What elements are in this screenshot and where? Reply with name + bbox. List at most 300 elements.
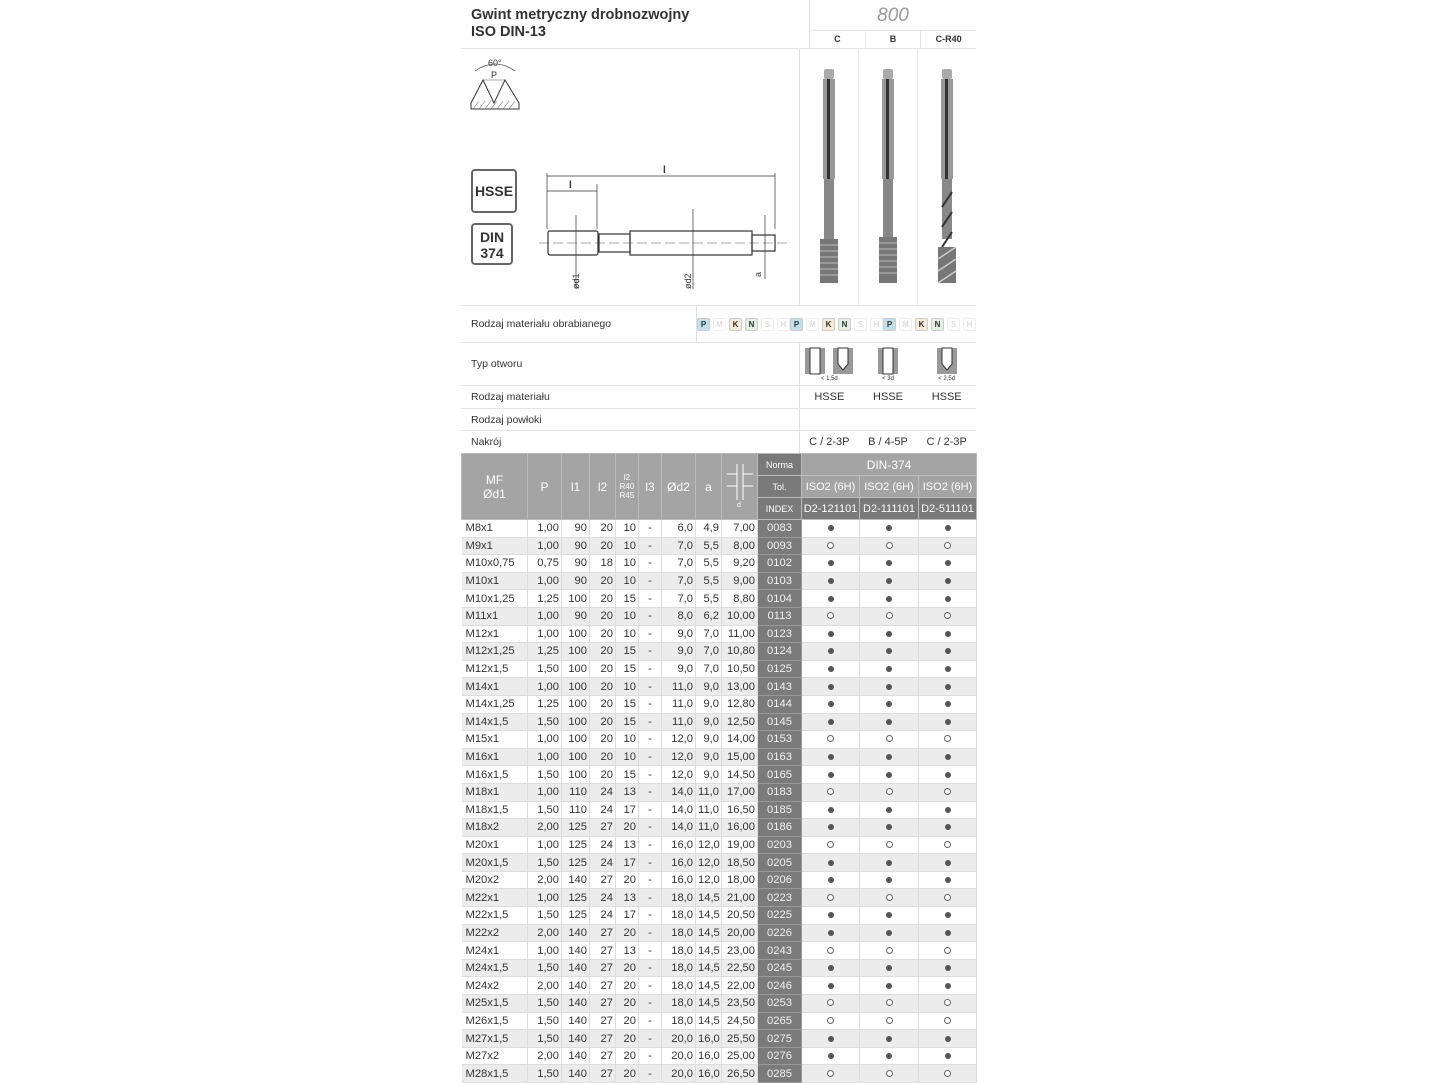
cell-p: 1,50 xyxy=(528,1030,562,1048)
cell-l1: 90 xyxy=(562,555,590,573)
tool-material-c: HSSE xyxy=(814,391,845,403)
in-stock-dot-icon xyxy=(945,965,951,971)
table-row xyxy=(462,678,977,696)
cell-index: 0163 xyxy=(758,748,802,766)
cell-l2: 27 xyxy=(590,871,616,889)
tool-material-c-r40: HSSE xyxy=(931,391,962,403)
availability-cell xyxy=(919,713,977,731)
availability-cell xyxy=(860,942,919,960)
in-stock-dot-icon xyxy=(945,525,951,531)
in-stock-dot-icon xyxy=(945,666,951,672)
cell-l3: - xyxy=(639,836,662,854)
in-stock-dot-icon xyxy=(945,983,951,989)
cell-l2r: 10 xyxy=(616,607,639,625)
table-body xyxy=(462,520,977,1083)
tol-c-r40: ISO2 (6H) xyxy=(919,476,977,498)
availability-cell xyxy=(860,625,919,643)
cell-d2: 18,0 xyxy=(662,942,696,960)
cell-l2: 27 xyxy=(590,1065,616,1083)
in-stock-dot-icon xyxy=(945,560,951,566)
in-stock-dot-icon xyxy=(886,701,892,707)
norma-value: DIN-374 xyxy=(802,454,977,476)
variant-b: B xyxy=(865,31,921,48)
in-stock-dot-icon xyxy=(886,525,892,531)
cell-a: 6,2 xyxy=(696,607,722,625)
cell-a: 9,0 xyxy=(696,678,722,696)
cell-d2: 14,0 xyxy=(662,783,696,801)
availability-cell xyxy=(919,748,977,766)
cell-mf: M26x1,5 xyxy=(462,1012,528,1030)
cell-l2r: 10 xyxy=(616,572,639,590)
on-order-dot-icon xyxy=(886,542,893,549)
property-values xyxy=(799,386,976,408)
material-groups-c: P M K N S H xyxy=(697,306,790,342)
cell-l2: 20 xyxy=(590,520,616,538)
cell-index: 0093 xyxy=(758,537,802,555)
title-line-2: ISO DIN-13 xyxy=(471,24,546,40)
cell-d2: 16,0 xyxy=(662,854,696,872)
property-label: Rodzaj materiału obrabianego xyxy=(471,318,612,330)
cell-l1: 140 xyxy=(562,1047,590,1065)
cell-l1: 140 xyxy=(562,871,590,889)
availability-cell xyxy=(919,1047,977,1065)
on-order-dot-icon xyxy=(827,788,834,795)
cell-mf: M20x1 xyxy=(462,836,528,854)
in-stock-dot-icon xyxy=(945,701,951,707)
availability-cell xyxy=(860,555,919,573)
cell-l2r: 13 xyxy=(616,783,639,801)
cell-l3: - xyxy=(639,854,662,872)
hole-depth-b: < 3d xyxy=(882,376,894,382)
availability-cell xyxy=(802,607,860,625)
availability-cell xyxy=(860,678,919,696)
catalog-header xyxy=(809,0,976,48)
cell-mf: M10x0,75 xyxy=(462,555,528,573)
availability-cell xyxy=(802,713,860,731)
availability-cell xyxy=(919,889,977,907)
in-stock-dot-icon xyxy=(886,983,892,989)
cell-drill: 25,50 xyxy=(722,1030,758,1048)
availability-cell xyxy=(919,678,977,696)
cell-a: 5,5 xyxy=(696,537,722,555)
cell-drill: 23,00 xyxy=(722,942,758,960)
in-stock-dot-icon xyxy=(828,560,834,566)
through-hole-icon xyxy=(803,346,855,376)
availability-cell xyxy=(802,836,860,854)
availability-cell xyxy=(919,836,977,854)
hsse-badge: HSSE xyxy=(471,169,517,213)
availability-cell xyxy=(860,748,919,766)
cell-l1: 125 xyxy=(562,889,590,907)
cell-l2: 24 xyxy=(590,836,616,854)
chamfer-c-r40: C / 2-3P xyxy=(926,436,967,448)
cell-a: 14,5 xyxy=(696,907,722,925)
cell-l3: - xyxy=(639,766,662,784)
availability-cell xyxy=(802,678,860,696)
availability-cell xyxy=(802,977,860,995)
cell-drill: 9,20 xyxy=(722,555,758,573)
availability-cell xyxy=(860,695,919,713)
cell-l3: - xyxy=(639,889,662,907)
in-stock-dot-icon xyxy=(828,1053,834,1059)
svg-text:l: l xyxy=(663,165,666,176)
cell-d2: 18,0 xyxy=(662,907,696,925)
cell-d2: 6,0 xyxy=(662,520,696,538)
cell-drill: 7,00 xyxy=(722,520,758,538)
availability-cell xyxy=(802,643,860,661)
availability-cell xyxy=(919,695,977,713)
cell-l2: 27 xyxy=(590,924,616,942)
cell-l1: 140 xyxy=(562,959,590,977)
in-stock-dot-icon xyxy=(945,772,951,778)
on-order-dot-icon xyxy=(944,612,951,619)
cell-l3: - xyxy=(639,924,662,942)
cell-drill: 20,50 xyxy=(722,907,758,925)
on-order-dot-icon xyxy=(886,1017,893,1024)
table-row xyxy=(462,889,977,907)
availability-cell xyxy=(919,854,977,872)
in-stock-dot-icon xyxy=(828,631,834,637)
table-row xyxy=(462,713,977,731)
svg-text:ød1: ød1 xyxy=(571,273,581,289)
cell-l1: 100 xyxy=(562,766,590,784)
property-row-coating xyxy=(461,409,976,431)
availability-cell xyxy=(802,572,860,590)
cell-l1: 90 xyxy=(562,572,590,590)
table-row xyxy=(462,520,977,538)
in-stock-dot-icon xyxy=(945,1053,951,1059)
cell-l3: - xyxy=(639,520,662,538)
cell-d2: 11,0 xyxy=(662,678,696,696)
table-row xyxy=(462,977,977,995)
availability-cell xyxy=(919,643,977,661)
availability-cell xyxy=(860,766,919,784)
availability-cell xyxy=(919,520,977,538)
cell-l1: 140 xyxy=(562,1030,590,1048)
cell-p: 2,00 xyxy=(528,924,562,942)
in-stock-dot-icon xyxy=(945,684,951,690)
availability-cell xyxy=(919,607,977,625)
availability-cell xyxy=(919,731,977,749)
cell-l1: 110 xyxy=(562,783,590,801)
on-order-dot-icon xyxy=(886,999,893,1006)
cell-mf: M18x2 xyxy=(462,819,528,837)
cell-d2: 7,0 xyxy=(662,537,696,555)
table-row xyxy=(462,783,977,801)
cell-mf: M12x1,5 xyxy=(462,660,528,678)
on-order-dot-icon xyxy=(827,841,834,848)
property-row-material-group xyxy=(461,306,976,343)
availability-cell xyxy=(919,1065,977,1083)
cell-a: 11,0 xyxy=(696,819,722,837)
table-row xyxy=(462,537,977,555)
in-stock-dot-icon xyxy=(828,860,834,866)
cell-p: 2,00 xyxy=(528,871,562,889)
in-stock-dot-icon xyxy=(828,578,834,584)
availability-cell xyxy=(860,1065,919,1083)
cell-mf: M9x1 xyxy=(462,537,528,555)
cell-drill: 23,50 xyxy=(722,995,758,1013)
cell-l3: - xyxy=(639,942,662,960)
cell-d2: 18,0 xyxy=(662,995,696,1013)
svg-text:a: a xyxy=(753,271,763,277)
availability-cell xyxy=(919,924,977,942)
cell-p: 2,00 xyxy=(528,1047,562,1065)
cell-l2r: 10 xyxy=(616,748,639,766)
on-order-dot-icon xyxy=(886,841,893,848)
cell-l3: - xyxy=(639,1047,662,1065)
cell-index: 0183 xyxy=(758,783,802,801)
cell-drill: 18,50 xyxy=(722,854,758,872)
cell-l2: 20 xyxy=(590,625,616,643)
on-order-dot-icon xyxy=(827,735,834,742)
cell-l2r: 20 xyxy=(616,819,639,837)
in-stock-dot-icon xyxy=(828,824,834,830)
cell-p: 2,00 xyxy=(528,977,562,995)
in-stock-dot-icon xyxy=(945,596,951,602)
cell-p: 1,50 xyxy=(528,713,562,731)
availability-cell xyxy=(802,1047,860,1065)
page-title xyxy=(461,0,809,48)
cell-a: 5,5 xyxy=(696,572,722,590)
cell-l2: 20 xyxy=(590,572,616,590)
cell-index: 0245 xyxy=(758,959,802,977)
cell-l2: 27 xyxy=(590,1030,616,1048)
cell-drill: 22,00 xyxy=(722,977,758,995)
property-label: Nakrój xyxy=(471,436,502,448)
cell-a: 9,0 xyxy=(696,695,722,713)
cell-l1: 100 xyxy=(562,748,590,766)
in-stock-dot-icon xyxy=(886,807,892,813)
cell-d2: 12,0 xyxy=(662,766,696,784)
cell-l3: - xyxy=(639,1012,662,1030)
availability-cell xyxy=(860,801,919,819)
sheet-header xyxy=(461,0,976,49)
in-stock-dot-icon xyxy=(828,983,834,989)
in-stock-dot-icon xyxy=(945,860,951,866)
cell-index: 0113 xyxy=(758,607,802,625)
cell-p: 1,00 xyxy=(528,783,562,801)
in-stock-dot-icon xyxy=(886,666,892,672)
availability-cell xyxy=(919,625,977,643)
cell-l2r: 20 xyxy=(616,995,639,1013)
cell-l2r: 13 xyxy=(616,889,639,907)
cell-l2: 27 xyxy=(590,819,616,837)
cell-mf: M10x1 xyxy=(462,572,528,590)
tol-label: Tol. xyxy=(758,476,802,498)
table-row xyxy=(462,731,977,749)
cell-p: 1,00 xyxy=(528,748,562,766)
on-order-dot-icon xyxy=(886,612,893,619)
figure-row xyxy=(461,49,976,306)
variant-c: C xyxy=(834,34,841,44)
cell-mf: M20x2 xyxy=(462,871,528,889)
col-p: P xyxy=(528,454,562,520)
on-order-dot-icon xyxy=(827,612,834,619)
cell-index: 0165 xyxy=(758,766,802,784)
index-b: D2-111101 xyxy=(860,498,919,520)
on-order-dot-icon xyxy=(944,894,951,901)
availability-cell xyxy=(919,995,977,1013)
material-groups-c-r40: P M K N S H xyxy=(883,306,976,342)
chamfer-c: C / 2-3P xyxy=(809,436,850,448)
in-stock-dot-icon xyxy=(886,754,892,760)
cell-l2: 20 xyxy=(590,766,616,784)
cell-l2r: 20 xyxy=(616,1012,639,1030)
in-stock-dot-icon xyxy=(945,824,951,830)
availability-cell xyxy=(802,1030,860,1048)
hole-depth-c-r40: < 2,5d xyxy=(938,376,956,382)
on-order-dot-icon xyxy=(944,1070,951,1077)
on-order-dot-icon xyxy=(886,947,893,954)
availability-cell xyxy=(802,801,860,819)
on-order-dot-icon xyxy=(886,894,893,901)
cell-l3: - xyxy=(639,555,662,573)
cell-a: 14,5 xyxy=(696,977,722,995)
cell-l2r: 17 xyxy=(616,854,639,872)
tap-photo-c xyxy=(800,49,858,305)
cell-a: 16,0 xyxy=(696,1065,722,1083)
on-order-dot-icon xyxy=(827,542,834,549)
cell-a: 14,5 xyxy=(696,959,722,977)
cell-a: 7,0 xyxy=(696,660,722,678)
cell-p: 1,00 xyxy=(528,942,562,960)
norma-label: Norma xyxy=(758,454,802,476)
cell-drill: 22,50 xyxy=(722,959,758,977)
on-order-dot-icon xyxy=(827,1017,834,1024)
cell-d2: 18,0 xyxy=(662,924,696,942)
property-row-hole-type xyxy=(461,343,976,386)
cell-mf: M22x2 xyxy=(462,924,528,942)
property-values xyxy=(799,409,976,430)
col-l2-r40: l2 R40 R45 xyxy=(616,454,639,520)
tap-dimension-drawing xyxy=(539,159,789,299)
in-stock-dot-icon xyxy=(945,648,951,654)
cell-p: 1,25 xyxy=(528,643,562,661)
availability-cell xyxy=(919,590,977,608)
cell-l2r: 20 xyxy=(616,1065,639,1083)
cell-p: 1,00 xyxy=(528,836,562,854)
cell-d2: 7,0 xyxy=(662,590,696,608)
cell-l2: 24 xyxy=(590,854,616,872)
cell-l1: 125 xyxy=(562,854,590,872)
availability-cell xyxy=(802,555,860,573)
cell-a: 16,0 xyxy=(696,1047,722,1065)
availability-cell xyxy=(919,942,977,960)
cell-d2: 11,0 xyxy=(662,695,696,713)
cell-l3: - xyxy=(639,537,662,555)
cell-l2: 20 xyxy=(590,643,616,661)
cell-l3: - xyxy=(639,819,662,837)
cell-l3: - xyxy=(639,907,662,925)
cell-mf: M22x1 xyxy=(462,889,528,907)
svg-text:P: P xyxy=(491,70,498,80)
cell-d2: 16,0 xyxy=(662,871,696,889)
cell-p: 1,00 xyxy=(528,889,562,907)
cell-index: 0104 xyxy=(758,590,802,608)
cell-l2: 27 xyxy=(590,1047,616,1065)
index-label: INDEX xyxy=(758,498,802,520)
cell-index: 0276 xyxy=(758,1047,802,1065)
cell-d2: 20,0 xyxy=(662,1030,696,1048)
table-row xyxy=(462,572,977,590)
blind-hole-icon xyxy=(935,346,959,376)
table-row xyxy=(462,555,977,573)
cell-l2: 24 xyxy=(590,783,616,801)
in-stock-dot-icon xyxy=(886,965,892,971)
cell-d2: 11,0 xyxy=(662,713,696,731)
cell-index: 0285 xyxy=(758,1065,802,1083)
cell-drill: 26,50 xyxy=(722,1065,758,1083)
property-label: Rodzaj materiału xyxy=(471,391,550,403)
cell-drill: 16,50 xyxy=(722,801,758,819)
cell-a: 9,0 xyxy=(696,766,722,784)
tol-c: ISO2 (6H) xyxy=(802,476,860,498)
availability-cell xyxy=(802,766,860,784)
svg-text:l: l xyxy=(569,180,572,191)
availability-cell xyxy=(802,854,860,872)
drill-hole-icon xyxy=(725,460,755,510)
table-row xyxy=(462,660,977,678)
in-stock-dot-icon xyxy=(945,930,951,936)
cell-l3: - xyxy=(639,977,662,995)
cell-a: 11,0 xyxy=(696,801,722,819)
table-row xyxy=(462,942,977,960)
cell-a: 5,5 xyxy=(696,590,722,608)
cell-a: 16,0 xyxy=(696,1030,722,1048)
availability-cell xyxy=(919,977,977,995)
availability-cell xyxy=(802,819,860,837)
cell-l1: 140 xyxy=(562,924,590,942)
cell-l3: - xyxy=(639,572,662,590)
in-stock-dot-icon xyxy=(886,648,892,654)
availability-cell xyxy=(919,907,977,925)
in-stock-dot-icon xyxy=(886,824,892,830)
hole-type-c-r40 xyxy=(917,343,976,385)
cell-p: 1,25 xyxy=(528,590,562,608)
property-row-tool-material xyxy=(461,386,976,409)
availability-cell xyxy=(919,660,977,678)
catalog-sheet xyxy=(461,0,976,1083)
in-stock-dot-icon xyxy=(886,719,892,725)
availability-cell xyxy=(802,907,860,925)
thread-profile-icon xyxy=(469,55,521,111)
cell-mf: M24x2 xyxy=(462,977,528,995)
cell-l1: 125 xyxy=(562,819,590,837)
cell-a: 12,0 xyxy=(696,854,722,872)
cell-l2: 20 xyxy=(590,678,616,696)
cell-index: 0145 xyxy=(758,713,802,731)
din-label: DIN xyxy=(479,229,505,245)
cell-l2: 20 xyxy=(590,748,616,766)
cell-a: 7,0 xyxy=(696,625,722,643)
cell-l2: 20 xyxy=(590,660,616,678)
table-row xyxy=(462,643,977,661)
cell-index: 0102 xyxy=(758,555,802,573)
cell-mf: M12x1 xyxy=(462,625,528,643)
table-row xyxy=(462,819,977,837)
cell-l2r: 15 xyxy=(616,713,639,731)
cell-index: 0185 xyxy=(758,801,802,819)
on-order-dot-icon xyxy=(944,735,951,742)
availability-cell xyxy=(802,942,860,960)
through-hole-icon xyxy=(876,346,900,376)
cell-p: 1,50 xyxy=(528,1065,562,1083)
in-stock-dot-icon xyxy=(886,1053,892,1059)
availability-cell xyxy=(802,520,860,538)
cell-index: 0226 xyxy=(758,924,802,942)
cell-l2: 20 xyxy=(590,590,616,608)
